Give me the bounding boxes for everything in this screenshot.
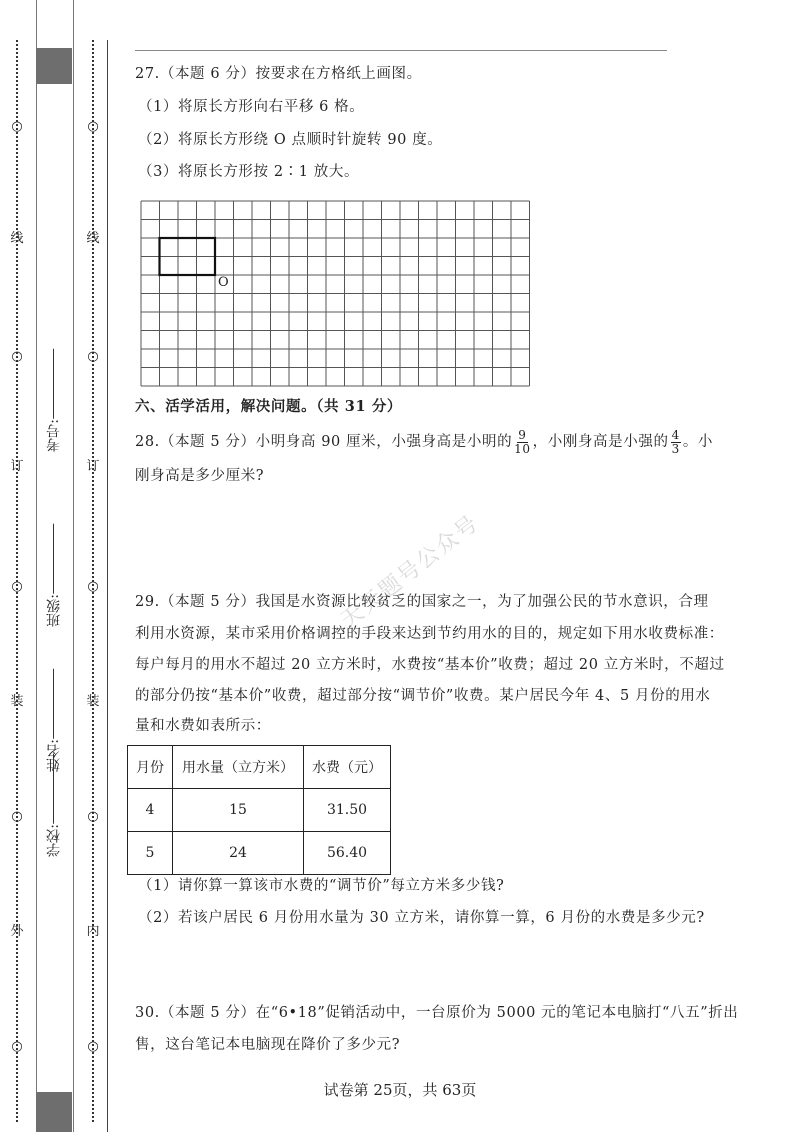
school-field[interactable] (44, 750, 66, 857)
watermark: 天天题号公众号 (336, 510, 485, 634)
q27-item-2: （2）将原长方形绕 O 点顺时针旋转 90 度。 (138, 132, 443, 148)
header-usage: 用水量（立方米） (173, 746, 304, 789)
frac1-denominator: 10 (514, 441, 531, 456)
inner-mark: ○ (87, 579, 99, 594)
frac1-numerator: 9 (518, 427, 527, 442)
point-o-label: O (218, 275, 229, 290)
outer-mark: 订 (10, 459, 24, 474)
outer-mark: 线 (10, 231, 24, 246)
page-border-line (107, 40, 108, 1132)
inner-mark: 内 (86, 924, 100, 939)
cell-month: 4 (128, 789, 173, 832)
header-rule (135, 50, 667, 51)
header-month: 月份 (128, 746, 173, 789)
gray-bar-top (36, 48, 72, 84)
q28-prefix: 28.（本题 5 分）小明身高 90 厘米，小强身高是小明的 (135, 434, 513, 450)
inner-mark: 线 (86, 231, 100, 246)
q27-item-1: （1）将原长方形向右平移 6 格。 (138, 99, 365, 115)
frac2-numerator: 4 (671, 427, 680, 442)
outer-mark: 装 (10, 694, 24, 709)
q29-line-4: 的部分仍按“基本价”收费，超过部分按“调节价”收费。某户居民今年 4、5 月份的用水 (135, 688, 711, 704)
q29-question-1: （1）请你算一算该市水费的“调节价”每立方米多少钱? (138, 878, 505, 894)
q29-line-5: 量和水费如表所示： (135, 718, 271, 734)
q28-suffix: 。小 (682, 434, 714, 450)
q27-item-3: （3）将原长方形按 2∶1 放大。 (138, 164, 360, 180)
section-six-title: 六、活学活用，解决问题。（共 31 分） (135, 398, 403, 415)
q27-title: 27.（本题 6 分）按要求在方格纸上画图。 (135, 66, 422, 82)
frac2-denominator: 3 (671, 441, 680, 456)
q29-line-1: 29.（本题 5 分）我国是水资源比较贫乏的国家之一，为了加强公民的节水意识，合理 (135, 594, 709, 610)
class-line (54, 524, 55, 594)
outer-mark: ○ (11, 1039, 23, 1054)
exam-no-line (54, 349, 55, 419)
table-row (128, 789, 391, 832)
q30-line-1: 30.（本题 5 分）在“6•18”促销活动中，一台原价为 5000 元的笔记本电脑打“八五”折出 (135, 1005, 739, 1021)
cell-fee: 56.40 (304, 832, 391, 875)
inner-mark: ○ (87, 119, 99, 134)
table-header-row (128, 746, 391, 789)
inner-mark: 订 (86, 459, 100, 474)
class-field[interactable] (44, 520, 66, 627)
name-line (54, 669, 55, 739)
q29-line-3: 每户每月的用水不超过 20 立方米时，水费按“基本价”收费；超过 20 立方米时，不超过 (135, 657, 725, 673)
outer-mark: ○ (11, 349, 23, 364)
inner-mark: ○ (87, 809, 99, 824)
name-label: 姓名: (46, 739, 62, 772)
inner-mark: 装 (86, 694, 100, 709)
outer-mark: ○ (11, 119, 23, 134)
cell-usage: 24 (173, 832, 304, 875)
cell-month: 5 (128, 832, 173, 875)
page-footer: 试卷第 25页，共 63页 (323, 1081, 477, 1099)
q30-line-2: 售，这台笔记本电脑现在降价了多少元? (135, 1037, 401, 1053)
header-fee: 水费（元） (304, 746, 391, 789)
q29-line-2: 利用水资源，某市采用价格调控的手段来达到节约用水的目的，规定如下用水收费标准： (135, 626, 724, 642)
water-fee-table (127, 745, 391, 875)
exam-no-field[interactable] (44, 345, 66, 452)
q28-line-2: 刚身高是多少厘米? (135, 468, 265, 484)
graph-paper-svg[interactable] (140, 200, 531, 387)
inner-mark: ○ (87, 349, 99, 364)
q29-question-2: （2）若该户居民 6 月份用水量为 30 立方米，请你算一算，6 月份的水费是多少元? (138, 910, 705, 926)
fraction-4-3 (671, 429, 681, 456)
outer-mark: ○ (11, 809, 23, 824)
class-label: 班级: (46, 594, 62, 627)
graph-paper[interactable] (140, 200, 531, 387)
table-row (128, 832, 391, 875)
q28-line-1 (135, 427, 713, 457)
school-line (54, 754, 55, 824)
cell-fee: 31.50 (304, 789, 391, 832)
outer-mark: 外 (10, 924, 24, 939)
inner-mark: ○ (87, 1039, 99, 1054)
fraction-9-10 (514, 429, 530, 456)
outer-mark: ○ (11, 579, 23, 594)
q28-middle: ，小刚身高是小强的 (532, 434, 669, 450)
exam-no-label: 考号: (46, 419, 62, 452)
school-label: 学校: (46, 824, 62, 857)
cell-usage: 15 (173, 789, 304, 832)
